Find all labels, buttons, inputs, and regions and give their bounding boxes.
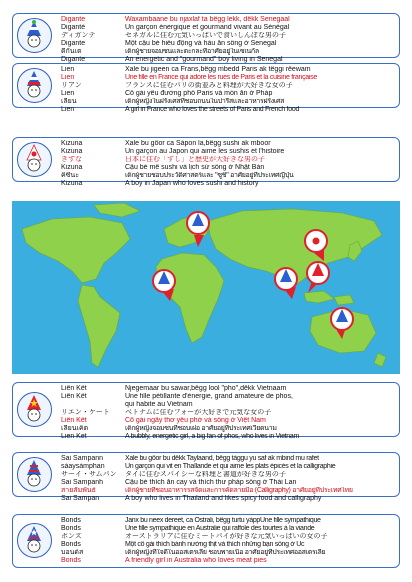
name-english: Bonds [61, 557, 81, 564]
name-wolof: Sai Sampann [61, 455, 104, 462]
description-list [125, 16, 397, 64]
desc-french: Un garçon au Japon qui aime les sushis et l'histoire [125, 148, 285, 155]
world-map-graphic [12, 201, 400, 374]
desc-french: Une fille sympathique en Australie qui raffole des tourtes à la viande [125, 525, 315, 532]
character-portrait [17, 68, 52, 103]
character-card-lien-ket [12, 382, 400, 440]
name-wolof: Liên Kết [61, 385, 87, 392]
name-list [61, 66, 125, 114]
desc-french: Une fille pétillante d'énergie, grand amateure de phos, [125, 393, 293, 400]
description-list [125, 140, 397, 188]
name-list [61, 517, 125, 565]
name-vietnamese: Kizuna [61, 164, 83, 171]
name-vietnamese: Liên Kết [61, 417, 87, 424]
desc-vietnamese: Cô gái yêu đường phố Paris và món ăn ở Pháp [125, 90, 273, 97]
description-list [125, 455, 397, 503]
desc-english: A boy who lives in Thailand and likes spicy food and calligraphy [125, 495, 322, 502]
name-list [61, 385, 125, 441]
name-french: sàaysàmphan [61, 463, 105, 470]
desc-thai: เด็กผู้ชายที่ชอบอาหารรสจัดและการคัดลายมือ (Calligraphy) อาศัยอยู่ที่ประเทศไทย [125, 487, 353, 494]
desc-japanese: ベトナムに住むフォーが大好きで元気な女の子 [125, 409, 272, 416]
character-portrait [17, 457, 52, 492]
desc-japanese: 日本に住む「すし」と歴史が大好きな男の子 [125, 156, 265, 163]
desc-vietnamese: Cô gái ngây thơ yêu phở và sống ở Việt Nam [125, 417, 266, 424]
name-thai: เลียน [61, 98, 77, 105]
desc-vietnamese: Cậu bé thích ăn cay và thích thư pháp sống ở Thái Lan [125, 479, 297, 486]
name-thai: บอนด์ส [61, 549, 84, 556]
character-portrait [17, 142, 52, 177]
name-japanese: サーイ・サムパン [61, 471, 117, 478]
desc-japanese: セネガルに住む元気いっぱいで食いしんぼな男の子 [125, 32, 286, 39]
desc-french: Une fille en France qui adore les rues de Paris et la cuisine française [125, 74, 317, 81]
desc-wolof: Xale bu gôor ca Sàpon la,bëgg sushi ak mboor [125, 140, 271, 147]
desc-english: A boy in Japan who loves sushi and history [125, 180, 259, 187]
name-french: Lien [61, 74, 75, 81]
name-french-spacer [61, 401, 125, 409]
name-wolof: Kizuna [61, 140, 83, 147]
name-vietnamese: Bonds [61, 541, 81, 548]
description-list [125, 66, 397, 114]
name-list [61, 455, 125, 503]
character-card-sai-sampann [12, 452, 400, 502]
desc-english: A bubbly, energetic girl, a big fan of phos, who lives in Vietnam [125, 433, 300, 440]
name-thai: ดีกันเต [61, 48, 82, 55]
desc-vietnamese: Một cô gái thích bánh nướng thịt và thích những bạn sống ở Úc [125, 541, 305, 548]
character-card-lien [12, 63, 400, 113]
description-list [125, 517, 397, 565]
world-map [12, 201, 400, 374]
name-vietnamese: Digante [61, 40, 86, 47]
name-japanese: リエン・ケート [61, 409, 110, 416]
name-french: Bonds [61, 525, 81, 532]
name-list [61, 16, 125, 64]
desc-japanese: オーストラリアに住むミートパイが好きな元気いっぱいの女の子 [125, 533, 328, 540]
character-portrait [17, 18, 52, 53]
name-thai: คิซึนะ [61, 172, 79, 179]
desc-thai: เด็กผู้หญิงจอมซนที่ชอบเฝอ อาศัยอยู่ที่ประเทศเวียดนาม [125, 425, 277, 432]
desc-wolof: Njegemaar bu sawar,bëgg lool "pho",dëkk Vietnaam [125, 385, 287, 392]
name-japanese: リアン [61, 82, 82, 89]
name-japanese: ディガンテ [61, 32, 96, 39]
name-vietnamese: Sai Sampanh [61, 479, 104, 486]
desc-wolof: Xale bu gôor bu dëkk Taylaand, bëgg tàggu yu saf ak mbind mu rafet [125, 455, 319, 462]
description-list [125, 385, 397, 441]
desc-japanese: タイに住むスパイシーな料理と書道が好きな男の子 [125, 471, 286, 478]
character-portrait [17, 523, 52, 558]
name-thai: เลียนเค็ต [61, 425, 89, 432]
desc-english: An energetic and "gourmand" boy living in Senegal [125, 56, 283, 63]
name-english: Kizuna [61, 180, 83, 187]
name-english: Lien [61, 106, 75, 113]
name-wolof: Bonds [61, 517, 81, 524]
character-card-kizuna [12, 137, 400, 187]
desc-japanese: フランスに住むパリの街並みと料理が大好きな女の子 [125, 82, 293, 89]
desc-french: Un garçon qui vit en Thaïlande et qui aime les plats épicés et la calligraphie [125, 463, 336, 470]
desc-thai: เด็กผู้ชายชอบประวัติศาสตร์และ "ซูชิ" อาศัยอยู่ที่ประเทศญี่ปุ่น [125, 172, 294, 179]
name-wolof: Lien [61, 66, 75, 73]
name-japanese: ボンズ [61, 533, 82, 540]
name-english: Lien Ket [61, 433, 87, 440]
name-list [61, 140, 125, 188]
desc-thai: เด็กผู้หญิงที่ใจดีในออสเตรเลีย ชอบพายเนื้อ อาศัยอยู่ที่ประเทศออสเตรเลีย [125, 549, 326, 556]
desc-thai: เด็กผู้ชายจอมซนและตะกละที่อาศัยอยู่ในเซเนกัล [125, 48, 259, 55]
character-card-bonds [12, 514, 400, 568]
desc-english: A girl in France who loves the streets of Paris and French food [125, 106, 300, 113]
desc-wolof: Xale bu jigeen ca Frans,bëgg mbedd Paris ak tëggi rëewam [125, 66, 311, 73]
desc-english: A friendly girl in Australia who loves meat pies [125, 557, 267, 564]
name-vietnamese: Lien [61, 90, 75, 97]
name-french: Kizuna [61, 148, 83, 155]
name-english: Digante [61, 56, 86, 63]
name-wolof: Digante [61, 16, 86, 23]
desc-vietnamese: Cậu bé mê sushi và lịch sử sống ở Nhật Bản [125, 164, 265, 171]
name-english: Sai Sampan [61, 495, 100, 502]
desc-wolof: Janx bu neex dereet, ca Ostrali, bëgg turtu yàppUne fille sympathique [125, 517, 321, 524]
character-card-digante [12, 13, 400, 63]
desc-vietnamese: Một cậu bé hiếu động và háu ăn sống ở Senegal [125, 40, 277, 47]
name-japanese: きずな [61, 156, 82, 163]
desc-french: Un garçon énergique et gourmand vivant au Sénégal [125, 24, 290, 31]
character-portrait [17, 392, 52, 427]
desc-thai: เด็กผู้หญิงในฝรั่งเศสที่ชอบถนนในปารีสและอาหารฝรั่งเศส [125, 98, 285, 105]
name-french: Diganté [61, 24, 86, 31]
name-french: Liên Kết [61, 393, 87, 400]
desc-french-continued: qui habite au Vietnam [125, 401, 193, 408]
desc-wolof: Waxambaane bu njaxlaf ta bëgg lekk, dëkk Senegaal [125, 16, 290, 23]
name-thai: สายสัมพันธ์ [61, 487, 96, 494]
